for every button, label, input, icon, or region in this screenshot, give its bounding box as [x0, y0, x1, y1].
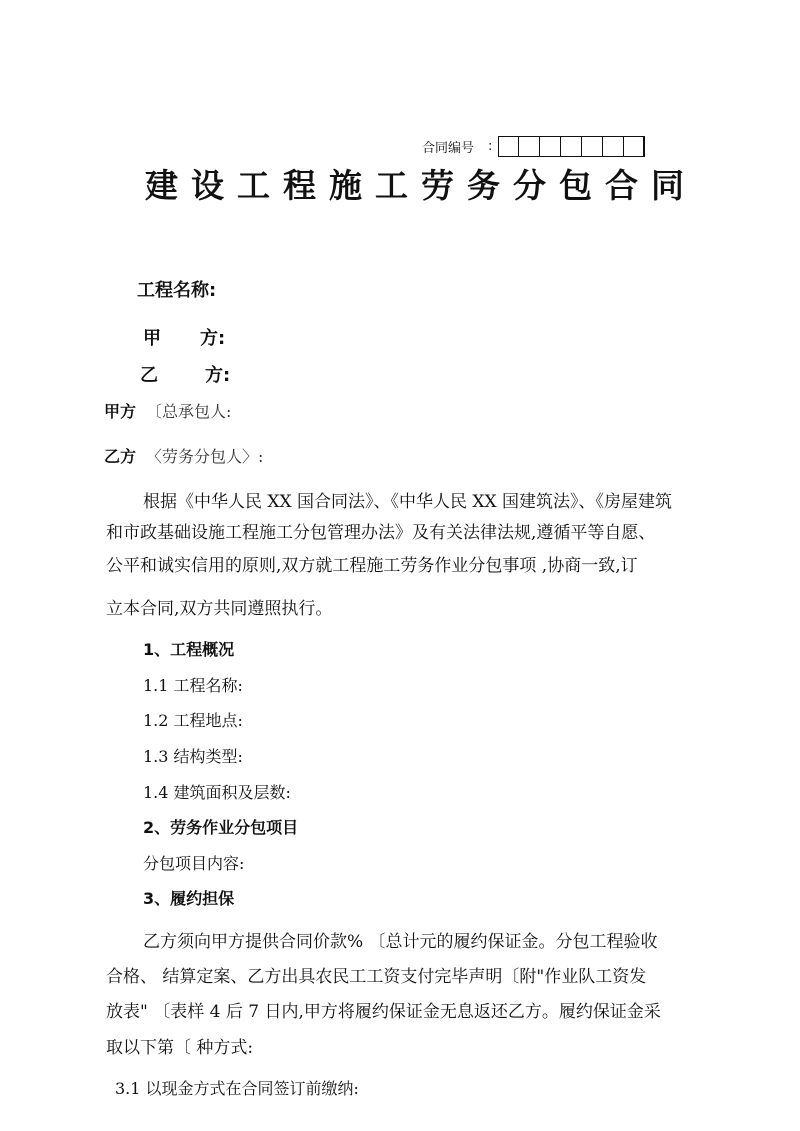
- section-1-item: 1.1 工程名称:: [143, 676, 243, 695]
- party-a-note: 〔总承包人:: [146, 402, 232, 421]
- contract-number-box[interactable]: [540, 136, 561, 157]
- section-1-item: 1.4 建筑面积及层数:: [143, 783, 291, 802]
- contract-number: [422, 136, 645, 157]
- party-b-line: [104, 444, 263, 467]
- section-3-item: 3.1 以现金方式在合同签订前缴纳:: [115, 1079, 359, 1098]
- contract-number-box[interactable]: [498, 136, 519, 157]
- contract-number-label: 合同编号: [422, 141, 475, 156]
- section-3-line: 乙方须向甲方提供合同价款% 〔总计元的履约保证金。分包工程验收: [143, 932, 658, 952]
- section-3-heading: 3、履约担保: [143, 889, 235, 908]
- section-2-heading: 2、劳务作业分包项目: [143, 818, 299, 837]
- contract-number-box[interactable]: [624, 136, 645, 157]
- preamble-line: 公平和诚实信用的原则,双方就工程施工劳务作业分包事项 ,协商一致,订: [106, 556, 638, 576]
- section-1-item: 1.2 工程地点:: [143, 711, 243, 730]
- preamble-line: 根据《中华人民 XX 国合同法》、《中华人民 XX 国建筑法》、《房屋建筑: [143, 492, 673, 512]
- section-1-item: 1.3 结构类型:: [143, 747, 243, 766]
- contract-number-box[interactable]: [582, 136, 603, 157]
- section-3-line: 取以下第〔 种方式:: [106, 1038, 254, 1058]
- cover-project-name: 工程名称:: [137, 280, 217, 301]
- party-a-label: 甲方: [104, 402, 137, 421]
- party-b-note: 〈劳务分包人〉:: [146, 447, 264, 466]
- contract-number-box[interactable]: [519, 136, 540, 157]
- cover-party-a-char: 甲: [143, 328, 161, 349]
- preamble-line: 立本合同,双方共同遵照执行。: [106, 599, 333, 619]
- cover-party-b-char: 乙: [140, 365, 158, 386]
- cover-party-a-suffix: 方:: [200, 328, 226, 349]
- section-3-line: 合格、 结算定案、乙方出具农民工工资支付完毕声明〔附"作业队工资发: [106, 967, 647, 987]
- section-2-content: 分包项目内容:: [143, 854, 245, 873]
- section-1-heading: 1、工程概况: [143, 640, 235, 659]
- contract-number-box[interactable]: [561, 136, 582, 157]
- contract-number-boxes[interactable]: [498, 136, 645, 157]
- cover-party-b-suffix: 方:: [205, 365, 231, 386]
- preamble-line: 和市政基础设施工程施工分包管理办法》及有关法律法规,遵循平等自愿、: [106, 523, 656, 543]
- party-a-line: [104, 399, 231, 422]
- party-b-label: 乙方: [104, 447, 137, 466]
- document-title: 建设工程施工劳务分包合同: [145, 166, 697, 205]
- section-3-line: 放表" 〔表样 4 后 7 日内,甲方将履约保证金无息返还乙方。履约保证金采: [106, 1002, 661, 1022]
- contract-number-box[interactable]: [603, 136, 624, 157]
- contract-number-colon: :: [488, 139, 493, 154]
